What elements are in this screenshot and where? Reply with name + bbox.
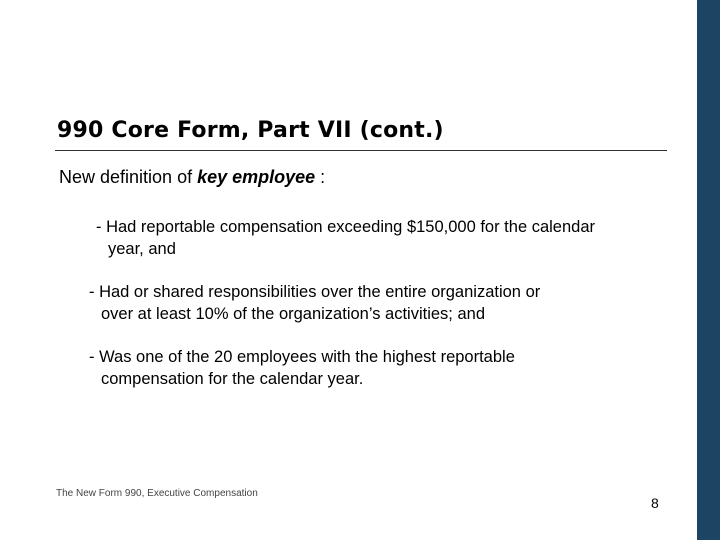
page-number: 8 [651,495,659,511]
bullet-line-continued: compensation for the calendar year. [101,370,364,388]
bullet-line-continued: year, and [108,240,176,258]
footer-caption: The New Form 990, Executive Compensation [56,488,258,499]
title-divider [55,150,667,151]
bullet-line: - Had or shared responsibilities over the entire organization or [89,283,541,301]
intro-suffix: : [315,167,326,187]
bullet-line: - Had reportable compensation exceeding $150,000 for the calendar [96,218,595,236]
intro-emphasis: key employee [197,167,316,187]
bullet-item-responsibilities [89,281,669,325]
intro-prefix: New definition of [59,167,198,187]
slide-title: 990 Core Form, Part VII (cont.) [57,118,444,143]
bullet-item-compensation [96,216,676,260]
bullet-item-top-twenty [89,346,669,390]
bullet-line: - Was one of the 20 employees with the highest reportable [89,348,515,366]
side-accent-bar [697,0,720,540]
intro-line [59,167,325,188]
bullet-line-continued: over at least 10% of the organization’s activities; and [101,305,486,323]
